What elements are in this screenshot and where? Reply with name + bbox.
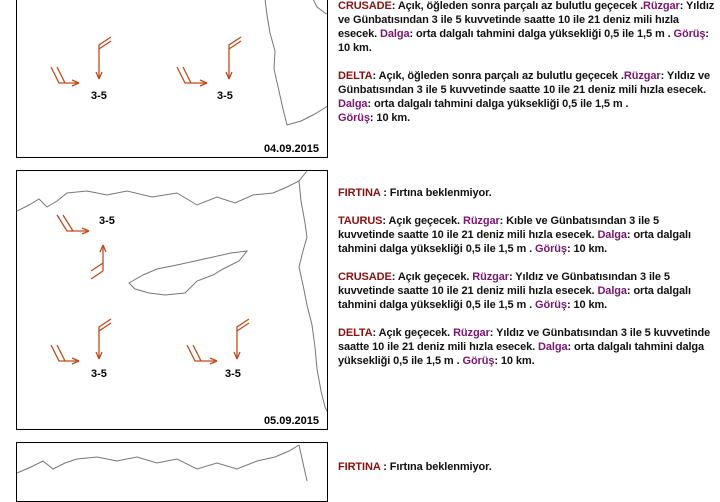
keyword-wind: Rüzgar bbox=[643, 0, 680, 12]
forecast-text: : Fırtına beklenmiyor. bbox=[380, 187, 492, 199]
forecast-paragraph-taurus bbox=[338, 214, 716, 256]
zone-name: FIRTINA bbox=[338, 461, 381, 473]
forecast-text: : 10 km. bbox=[566, 299, 608, 311]
keyword-wave: Dalga bbox=[597, 285, 627, 297]
keyword-wave: Dalga bbox=[380, 28, 410, 40]
forecast-text: : Açık geçecek. bbox=[372, 327, 454, 339]
keyword-visibility: Görüş bbox=[338, 112, 370, 124]
forecast-text: : 10 km. bbox=[494, 355, 535, 367]
forecast-text: : orta dalgalı tahmini dalga yüksekliği 0,5 ile 1,5 m . bbox=[409, 28, 674, 40]
keyword-visibility: Görüş bbox=[462, 355, 495, 367]
forecast-text-1 bbox=[338, 0, 716, 139]
keyword-wave: Dalga bbox=[538, 341, 568, 353]
forecast-text: : Yıldız ve Günbatısından 3 ile 5 kuvvetinde saatte 10 ile 21 deniz mili hızla esecek. bbox=[338, 271, 670, 297]
wind-force-label: 3-5 bbox=[91, 368, 107, 380]
forecast-paragraph-crusade bbox=[338, 0, 716, 55]
storm-warning bbox=[338, 460, 716, 474]
forecast-text: : Açık geçecek. bbox=[382, 215, 463, 227]
map-date: 04.09.2015 bbox=[263, 143, 319, 155]
zone-name: FIRTINA bbox=[338, 187, 381, 199]
forecast-text: : Yıldız ve Günbatısından 3 ile 5 kuvvetinde saatte 10 ile 21 deniz mili hızla esecek. bbox=[338, 327, 711, 353]
forecast-text: : 10 km. bbox=[369, 112, 411, 124]
keyword-wind: Rüzgar bbox=[472, 271, 509, 283]
storm-warning bbox=[338, 186, 716, 200]
keyword-wind: Rüzgar bbox=[623, 70, 661, 82]
forecast-text: : orta dalgalı tahmini dalga yüksekliği 0,5 ile 1,5 m . bbox=[338, 229, 691, 255]
forecast-text: : Açık, öğleden sonra parçalı az bulutlu geçecek . bbox=[391, 0, 644, 12]
forecast-text-2 bbox=[338, 186, 716, 382]
keyword-visibility: Görüş bbox=[535, 299, 567, 311]
keyword-wave: Dalga bbox=[597, 229, 627, 241]
forecast-text: : Kıble ve Günbatısından 3 ile 5 kuvvetinde saatte 10 ile 21 deniz mili hızla esecek. bbox=[338, 215, 660, 241]
forecast-text: : Açık, öğleden sonra parçalı az bulutlu geçecek . bbox=[372, 70, 624, 82]
forecast-paragraph-delta bbox=[338, 326, 716, 368]
map-date: 05.09.2015 bbox=[263, 415, 319, 427]
zone-name: CRUSADE bbox=[338, 271, 392, 283]
keyword-wave: Dalga bbox=[338, 98, 368, 110]
forecast-text: : orta dalgalı tahmini dalga yüksekliği 0,5 ile 1,5 m . bbox=[338, 341, 705, 367]
forecast-text: : Fırtına beklenmiyor. bbox=[380, 461, 492, 473]
coastline-map-3 bbox=[17, 443, 328, 502]
zone-name: DELTA bbox=[338, 70, 373, 82]
coastline-map-2 bbox=[17, 171, 328, 430]
forecast-text: : 10 km. bbox=[566, 243, 608, 255]
keyword-wind: Rüzgar bbox=[462, 215, 500, 227]
keyword-visibility: Görüş bbox=[673, 28, 706, 40]
forecast-text: : orta dalgalı tahmini dalga yüksekliği 0,5 ile 1,5 m . bbox=[367, 98, 629, 110]
forecast-paragraph-crusade bbox=[338, 270, 716, 312]
forecast-text: : 10 km. bbox=[338, 28, 709, 54]
forecast-text: : Yıldız ve Günbatısından 3 ile 5 kuvvetinde saatte 10 ile 21 deniz mili hızla esecek. bbox=[338, 70, 710, 96]
wind-force-label: 3-5 bbox=[99, 215, 115, 227]
forecast-text: : Açık geçecek. bbox=[391, 271, 473, 283]
forecast-text: : orta dalgalı tahmini dalga yüksekliği 0,5 ile 1,5 m . bbox=[338, 285, 691, 311]
forecast-map-1 bbox=[16, 0, 328, 158]
zone-name: CRUSADE bbox=[338, 0, 392, 12]
forecast-text: : Yıldız ve Günbatısından 3 ile 5 kuvvetinde saatte 10 ile 21 deniz mili hızla esecek. bbox=[338, 0, 715, 40]
zone-name: TAURUS bbox=[338, 215, 383, 227]
keyword-visibility: Görüş bbox=[535, 243, 567, 255]
forecast-text-3 bbox=[338, 460, 716, 488]
wind-force-label: 3-5 bbox=[225, 368, 241, 380]
zone-name: DELTA bbox=[338, 327, 373, 339]
wind-force-label: 3-5 bbox=[91, 90, 107, 102]
keyword-wind: Rüzgar bbox=[453, 327, 490, 339]
forecast-map-2 bbox=[16, 170, 328, 430]
forecast-map-3 bbox=[16, 442, 328, 502]
forecast-paragraph-delta bbox=[338, 69, 716, 125]
coastline-map-1 bbox=[17, 0, 328, 158]
wind-force-label: 3-5 bbox=[217, 90, 233, 102]
